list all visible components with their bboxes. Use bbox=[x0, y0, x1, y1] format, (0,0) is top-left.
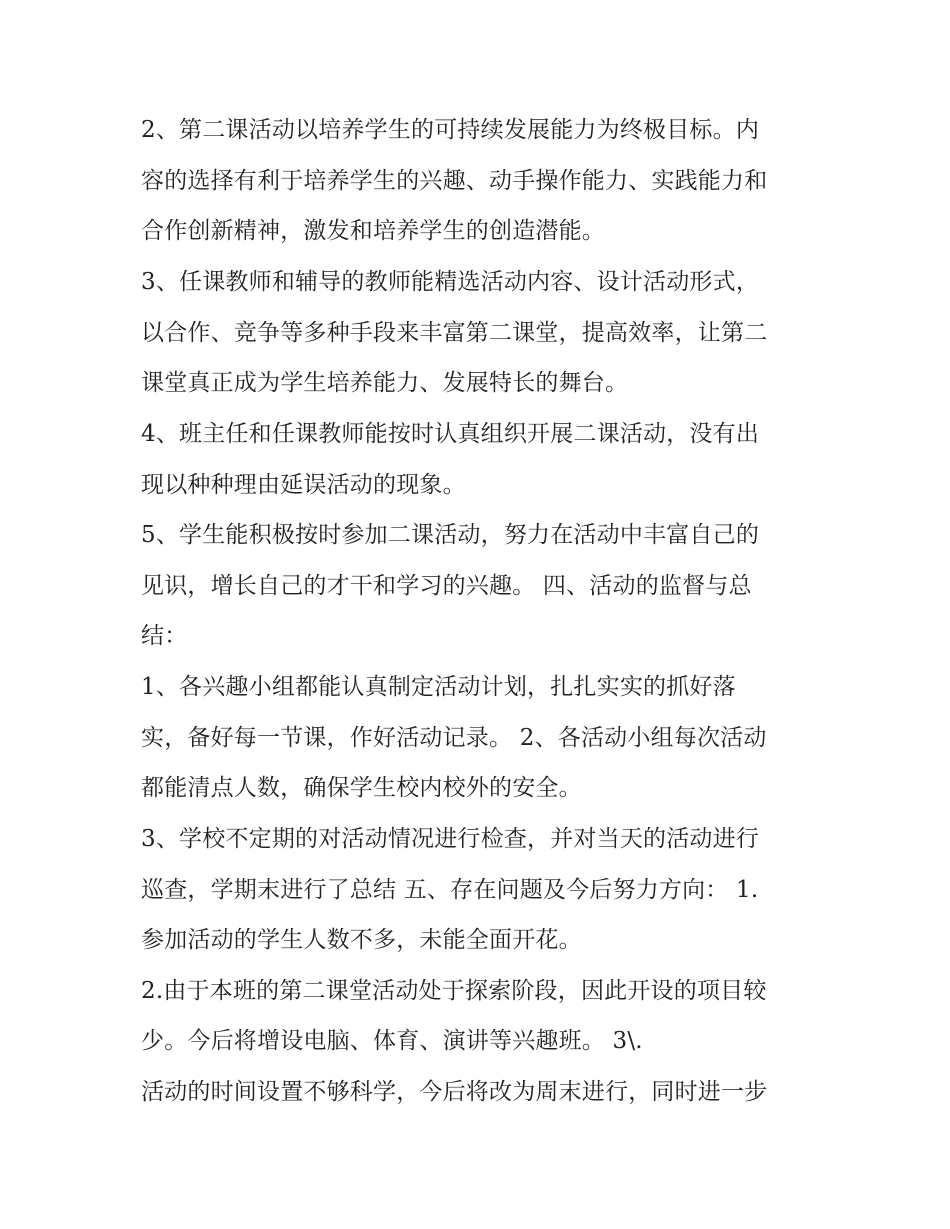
text-line: 课堂真正成为学生培养能力、发展特长的舞台。 bbox=[141, 370, 629, 396]
text-line: 3、学校不定期的对活动情况进行检查，并对当天的活动进行 bbox=[141, 826, 760, 852]
text-line: 见识，增长自己的才干和学习的兴趣。 四、活动的监督与总 bbox=[141, 573, 752, 599]
text-line: 现以种种理由延误活动的现象。 bbox=[141, 472, 466, 498]
text-line: 活动的时间设置不够科学，今后将改为周末进行，同时进一步 bbox=[141, 1079, 768, 1105]
text-line: 4、班主任和任课教师能按时认真组织开展二课活动，没有出 bbox=[141, 421, 760, 447]
text-line: 3、任课教师和辅导的教师能精选活动内容、设计活动形式， bbox=[141, 269, 760, 295]
text-line: 合作创新精神，激发和培养学生的创造潜能。 bbox=[141, 218, 605, 244]
text-line: 以合作、竞争等多种手段来丰富第二课堂，提高效率，让第二 bbox=[141, 320, 768, 346]
text-line: 少。今后将增设电脑、体育、演讲等兴趣班。 3\. bbox=[141, 1028, 643, 1054]
text-line: 巡查，学期末进行了总结 五、存在问题及今后努力方向： 1. bbox=[141, 877, 759, 903]
text-line: 实，备好每一节课，作好活动记录。 2、各活动小组每次活动 bbox=[141, 725, 767, 751]
text-line: 结： bbox=[141, 623, 188, 649]
text-line: 容的选择有利于培养学生的兴趣、动手操作能力、实践能力和 bbox=[141, 168, 768, 194]
text-line: 2.由于本班的第二课堂活动处于探索阶段，因此开设的项目较 bbox=[141, 978, 767, 1004]
text-line: 2、第二课活动以培养学生的可持续发展能力为终极目标。内 bbox=[141, 117, 760, 143]
text-line: 1、各兴趣小组都能认真制定活动计划，扎扎实实的抓好落 bbox=[141, 674, 736, 700]
text-line: 5、学生能积极按时参加二课活动，努力在活动中丰富自己的 bbox=[141, 522, 760, 548]
text-line: 参加活动的学生人数不多，未能全面开花。 bbox=[141, 927, 582, 953]
text-line: 都能清点人数，确保学生校内校外的安全。 bbox=[141, 775, 582, 801]
